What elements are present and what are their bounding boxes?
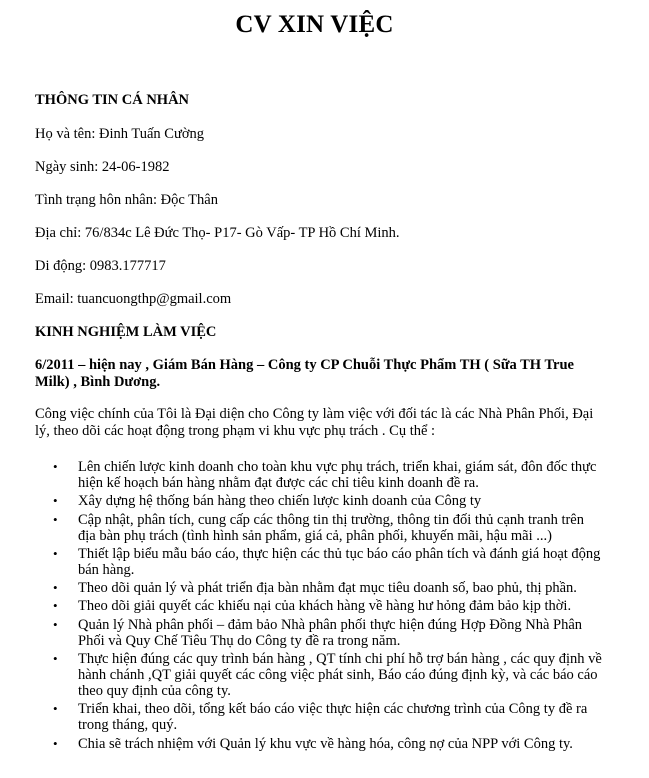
job-title: 6/2011 – hiện nay , Giám Bán Hàng – Công ty CP Chuỗi Thực Phẩm TH ( Sữa TH True Milk) , Bình Dương. bbox=[35, 357, 574, 390]
page-title: CV XIN VIỆC bbox=[235, 11, 394, 38]
list-item: • Theo dõi quản lý và phát triển địa bàn nhằm đạt mục tiêu doanh số, bao phủ, thị phần. bbox=[53, 580, 577, 597]
marital-status: Tình trạng hôn nhân: Độc Thân bbox=[35, 192, 218, 208]
personal-info-heading: THÔNG TIN CÁ NHÂN bbox=[35, 92, 190, 108]
duties-list bbox=[35, 459, 605, 754]
bullet-icon: • bbox=[53, 511, 58, 527]
full-name: Họ và tên: Đinh Tuấn Cường bbox=[35, 126, 204, 142]
mobile-phone: Di động: 0983.177717 bbox=[35, 258, 166, 274]
bullet-icon: • bbox=[53, 493, 58, 509]
bullet-icon: • bbox=[53, 701, 58, 717]
list-item: • Thiết lập biểu mẫu báo cáo, thực hiện các thủ tục báo cáo phân tích và đánh giá hoạt động bán hàng. bbox=[53, 545, 601, 578]
list-item: • Triển khai, theo dõi, tổng kết báo cáo việc thực hiện các chương trình của Công ty đề ra trong tháng, quý. bbox=[53, 701, 588, 734]
list-item: • Quản lý Nhà phân phối – đảm bảo Nhà phân phối thực hiện đúng Hợp Đồng Nhà Phân Phối và Quy Chế Tiêu Thụ do Công ty đề ra trong năm. bbox=[53, 616, 583, 649]
list-item: • Thực hiện đúng các quy trình bán hàng , QT tính chi phí hỗ trợ bán hàng , các quy định về hành chánh ,QT giải quyết các công việc phát sinh, Báo cáo đúng định kỳ, và các báo cáo theo quy định của công ty. bbox=[53, 651, 602, 700]
date-of-birth: Ngày sinh: 24-06-1982 bbox=[35, 159, 170, 175]
bullet-icon: • bbox=[53, 598, 58, 614]
bullet-icon: • bbox=[53, 459, 58, 474]
job-intro: Công việc chính của Tôi là Đại diện cho Công ty làm việc với đối tác là các Nhà Phân Phối, Đại lý, theo dõi các hoạt động trong phạm vi khu vực phụ trách . Cụ thể : bbox=[35, 406, 594, 439]
list-item: • Xây dựng hệ thống bán hàng theo chiến lược kinh doanh của Công ty bbox=[53, 493, 482, 510]
address: Địa chỉ: 76/834c Lê Đức Thọ- P17- Gò Vấp- TP Hồ Chí Minh. bbox=[35, 225, 400, 241]
bullet-icon: • bbox=[53, 651, 58, 667]
list-item: • Theo dõi giải quyết các khiếu nại của khách hàng về hàng hư hỏng đảm bảo kịp thời. bbox=[53, 598, 572, 615]
email-address: Email: tuancuongthp@gmail.com bbox=[35, 291, 232, 307]
bullet-icon: • bbox=[53, 735, 58, 751]
work-experience-heading: KINH NGHIỆM LÀM VIỆC bbox=[35, 324, 217, 340]
list-item: • Chia sẽ trách nhiệm với Quản lý khu vực về hàng hóa, công nợ của NPP với Công ty. bbox=[53, 735, 573, 752]
list-item: • Cập nhật, phân tích, cung cấp các thông tin thị trường, thông tin đối thủ cạnh tranh trên địa bàn phụ trách (tình hình sản phẩm, giá cả, phân phối, khuyến mãi, hậu mãi ...) bbox=[53, 511, 584, 544]
bullet-icon: • bbox=[53, 545, 58, 561]
list-item: • Lên chiến lược kinh doanh cho toàn khu vực phụ trách, triển khai, giám sát, đôn đốc thực hiện kế hoạch bán hàng nhằm đạt được các chỉ tiêu kinh doanh đề ra. bbox=[53, 459, 597, 491]
bullet-icon: • bbox=[53, 580, 58, 596]
bullet-icon: • bbox=[53, 616, 58, 632]
